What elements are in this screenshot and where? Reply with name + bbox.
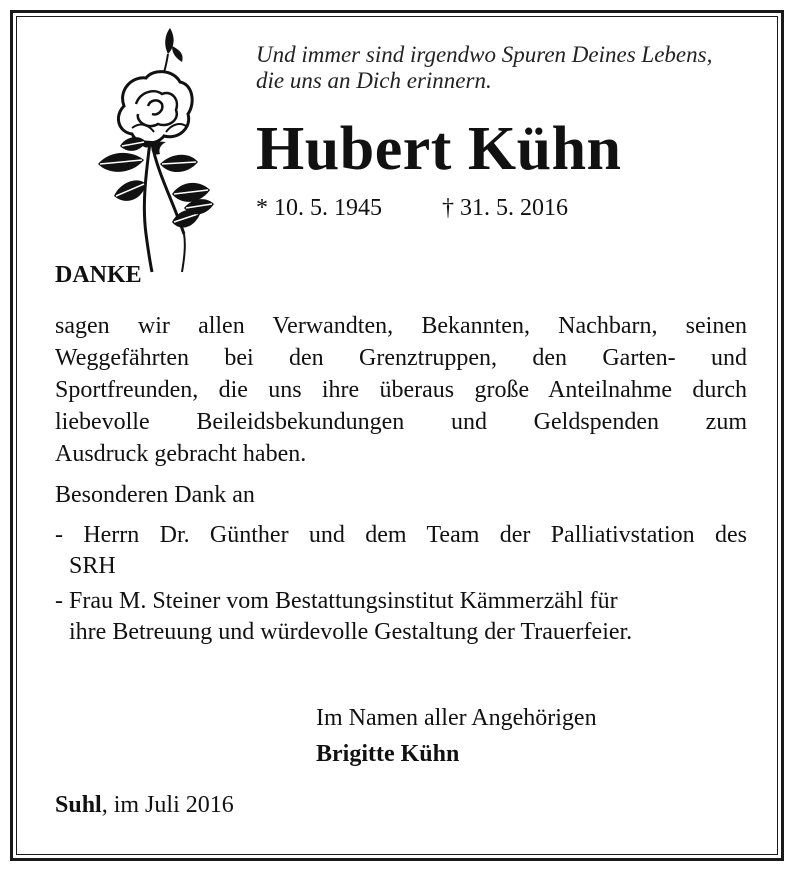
thanks-line: liebevolle Beileidsbekundungen und Geldspenden zum xyxy=(55,409,747,435)
special-thanks-heading: Besonderen Dank an xyxy=(55,482,255,508)
thanks-body xyxy=(55,310,747,470)
signature-intro: Im Namen aller Angehörigen xyxy=(316,705,597,731)
thanks-line: Ausdruck gebracht haben. xyxy=(55,441,307,467)
thanks-line: Weggefährten bei den Grenztruppen, den Garten- und xyxy=(55,345,747,371)
place-name: Suhl xyxy=(55,792,102,818)
signer-name: Brigitte Kühn xyxy=(316,741,460,767)
special-thanks-item xyxy=(55,586,747,648)
place-date xyxy=(55,792,234,819)
special-thanks-line: ihre Betreuung und würdevolle Gestaltung der Trauerfeier. xyxy=(69,619,633,645)
death-date: † 31. 5. 2016 xyxy=(442,195,568,221)
rose-icon xyxy=(88,24,223,274)
signature-block xyxy=(316,700,597,772)
special-thanks-item xyxy=(55,520,747,582)
memorial-quote xyxy=(256,42,712,94)
quote-line: die uns an Dich erinnern. xyxy=(256,68,492,93)
thanks-line: Sportfreunden, die uns ihre überaus große Anteilnahme durch xyxy=(55,377,747,403)
deceased-name: Hubert Kühn xyxy=(256,115,622,183)
birth-date: * 10. 5. 1945 xyxy=(256,195,382,221)
quote-line: Und immer sind irgendwo Spuren Deines Lebens, xyxy=(256,42,713,67)
special-thanks-line: - Frau M. Steiner vom Bestattungsinstitut Kämmerzähl für xyxy=(55,588,618,614)
life-dates xyxy=(256,195,568,222)
special-thanks-line: SRH xyxy=(69,553,116,579)
date-text: , im Juli 2016 xyxy=(101,792,234,818)
special-thanks-line: - Herrn Dr. Günther und dem Team der Palliativstation des xyxy=(55,522,747,548)
thanks-heading: DANKE xyxy=(55,262,142,288)
thanks-line: sagen wir allen Verwandten, Bekannten, Nachbarn, seinen xyxy=(55,313,747,339)
